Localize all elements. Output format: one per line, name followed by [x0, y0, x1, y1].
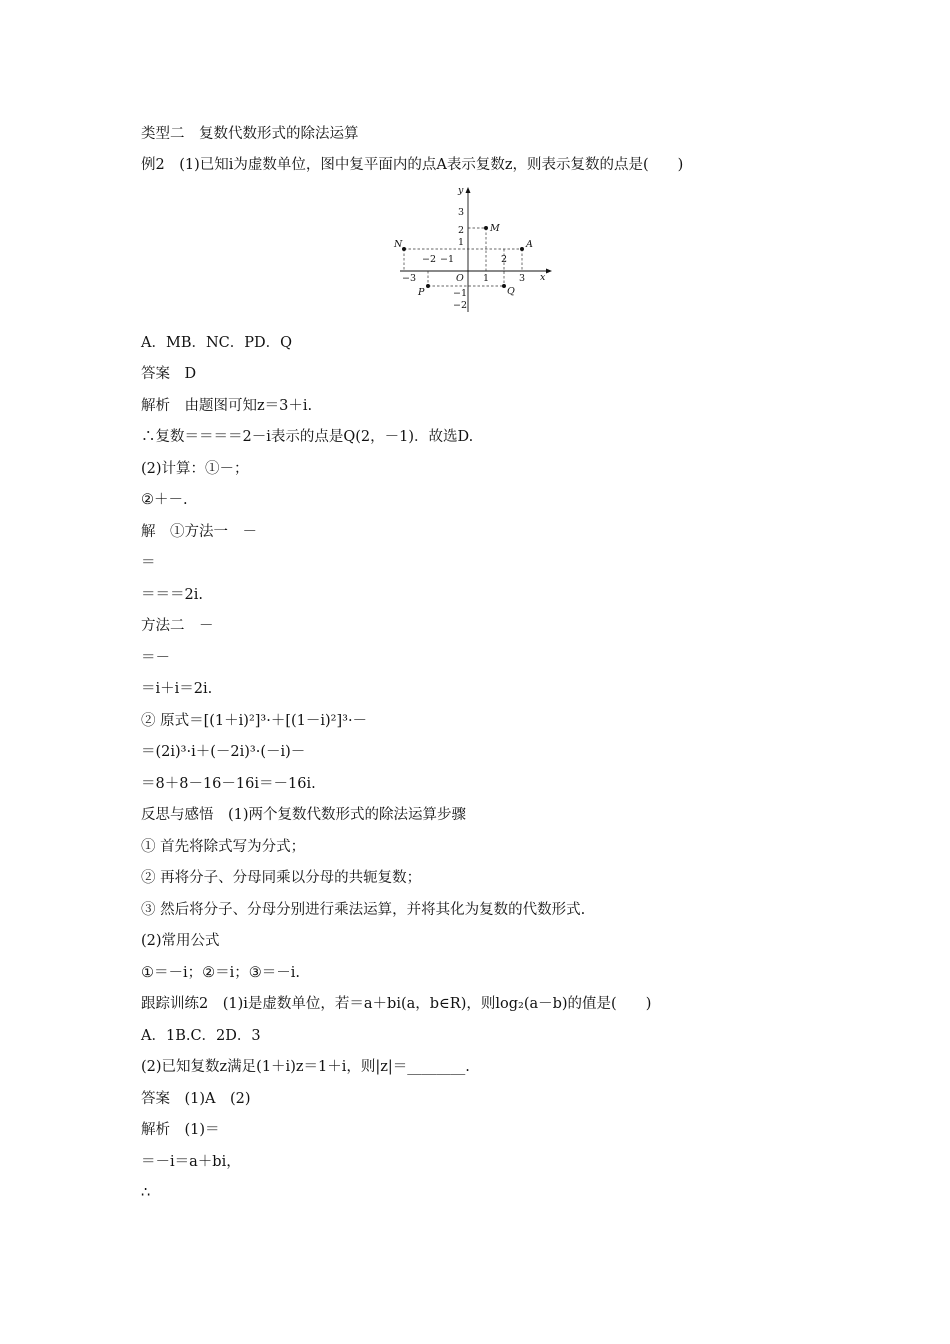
solution-step: ＝－ [141, 650, 170, 666]
y-tick-neg2: −2 [453, 300, 468, 311]
reflection-step-1: ① 首先将除式写为分式； [141, 839, 306, 855]
x-axis-name: x [540, 272, 546, 283]
answer-line: 答案 D [141, 366, 197, 382]
part-2-question-b: ②＋－. [141, 492, 188, 508]
point-label-p: P [418, 287, 425, 298]
practice-analysis: 解析 (1)＝ [141, 1122, 220, 1138]
y-axis-arrow-icon [466, 187, 471, 193]
complex-plane-figure [392, 182, 562, 320]
point-label-m: M [490, 223, 500, 234]
solution-part-2: ② 原式＝[(1＋i)²]³·＋[(1－i)²]³·－ [141, 713, 368, 729]
point-label-n: N [394, 239, 403, 250]
example-2-options: A．MB．NC．PD．Q [141, 335, 293, 351]
point-q [502, 284, 506, 288]
analysis-line: 解析 由题图可知z＝3＋i. [141, 398, 313, 414]
practice-2-question: 跟踪训练2 (1)i是虚数单位，若＝a＋bi(a，b∈R)，则log₂(a－b)的值是( ) [141, 996, 652, 1012]
solution-step: ＝i＋i＝2i. [141, 681, 213, 697]
point-n [402, 247, 406, 251]
solution-method-1: 解 ①方法一 － [141, 524, 257, 540]
common-formulas-heading: (2)常用公式 [141, 933, 220, 949]
solution-method-2: 方法二 － [141, 618, 214, 634]
example-2-question: 例2 (1)已知i为虚数单位，图中复平面内的点A表示复数z，则表示复数的点是( ) [141, 157, 684, 173]
analysis-conclusion: ∴复数＝＝＝＝2－i表示的点是Q(2，－1)．故选D. [141, 429, 474, 445]
x-tick-1: 1 [483, 273, 490, 284]
x-tick-3: 3 [519, 273, 526, 284]
part-2-question: (2)计算：①－； [141, 461, 249, 477]
point-a [520, 247, 524, 251]
origin-label: O [456, 273, 464, 284]
common-formulas: ①＝－i；②＝i；③＝－i. [141, 965, 301, 981]
point-p [426, 284, 430, 288]
reflection-step-3: ③ 然后将分子、分母分别进行乘法运算，并将其化为复数的代数形式. [141, 902, 586, 918]
x-tick-neg3: −3 [402, 273, 417, 284]
x-tick-2: 2 [501, 254, 508, 265]
y-axis-name: y [458, 185, 464, 196]
point-label-q: Q [507, 286, 515, 297]
practice-2-part-2: (2)已知复数z满足(1＋i)z＝1＋i，则|z|＝________. [141, 1059, 470, 1075]
practice-analysis-step: ＝－i＝a＋bi， [141, 1154, 241, 1170]
y-tick-3: 3 [458, 207, 465, 218]
solution-step: ＝ [141, 555, 156, 571]
solution-step: ＝8＋8－16－16i＝－16i. [141, 776, 316, 792]
point-m [484, 226, 488, 230]
y-tick-neg1: −1 [453, 288, 468, 299]
section-heading: 类型二 复数代数形式的除法运算 [141, 126, 359, 142]
x-axis-arrow-icon [546, 269, 552, 274]
practice-answer: 答案 (1)A (2) [141, 1091, 251, 1107]
reflection-step-2: ② 再将分子、分母同乘以分母的共轭复数； [141, 870, 422, 886]
x-tick-neg2: −2 [422, 254, 437, 265]
solution-step: ＝＝＝2i. [141, 587, 203, 603]
practice-2-options: A．1B.C．2D．3 [141, 1028, 261, 1044]
therefore-line: ∴ [141, 1185, 151, 1201]
reflection-heading: 反思与感悟 (1)两个复数代数形式的除法运算步骤 [141, 807, 467, 823]
y-tick-2: 2 [458, 225, 465, 236]
x-tick-neg1: −1 [440, 254, 455, 265]
y-tick-1: 1 [458, 237, 465, 248]
point-label-a: A [526, 239, 533, 250]
solution-step: ＝(2i)³·i＋(－2i)³·(－i)－ [141, 744, 306, 760]
